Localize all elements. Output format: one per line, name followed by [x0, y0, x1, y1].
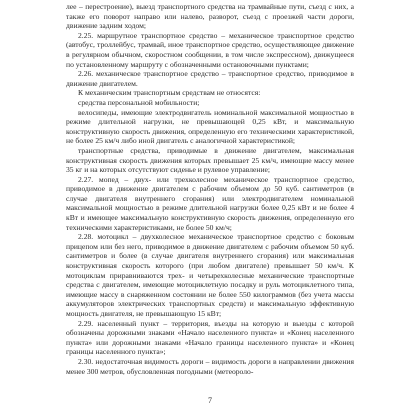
paragraph-exclusion-light-vehicles: транспортные средства, приводимые в движение двигателем, максимальная конструктивная скорость движения которых превышает 25 км/ч, имеющие массу менее 35 кг и на которых отсутствуют сиденье и рулевое управление;	[66, 145, 354, 175]
paragraph-2-25: 2.25. маршрутное транспортное средство – механическое транспортное средство (автобус, троллейбус, трамвай, иное транспортное средство, осуществляющее движение в регулярном обычном, скоростном сообщении, в том числе экспрессном), движущееся по установленному маршруту с обозначенными остановочными пунктами;	[66, 30, 354, 69]
paragraph-exclusions-intro: К механическим транспортным средствам не относятся:	[78, 88, 261, 98]
page-number: 7	[208, 396, 212, 405]
paragraph-2-27: 2.27. мопед – двух- или трехколесное механическое транспортное средство, приводимое в движение двигателем с рабочим объемом до 50 куб. сантиметров (в случае двигателя внутреннего сгорания) или электродвигателем номинальной максимальной мощностью в режиме длительной нагрузки более 0,25 кВт и не более 4 кВт и имеющее максимальную конструктивную скорость движения, определенную его техническими характеристиками, не более 50 км/ч;	[66, 174, 354, 232]
paragraph-exclusion-bicycles: велосипеды, имеющие электродвигатель номинальной максимальной мощностью в режиме длительной нагрузки, не превышающей 0,25 кВт, и максимальную конструктивную скорость движения, определенную его техническими характеристикой, не более 25 км/ч либо иной двигатель с аналогичной характеристикой;	[66, 107, 354, 146]
paragraph-continuation: лее – перестроение), выезд транспортного средства на трамвайные пути, съезд с них, а также его поворот направо или налево, разворот, съезд с проезжей части дороги, движение задним ходом;	[66, 2, 354, 31]
paragraph-exclusion-pmv: средства персональной мобильности;	[78, 97, 200, 107]
paragraph-2-29: 2.29. населенный пункт – территория, въезды на которую и выезды с которой обозначены дорожными знаками «Начало населенного пункта» и «Конец населенного пункта» или дорожными знаками «Начало границы населенного пункта» и «Конец границы населенного пункта»;	[66, 318, 354, 357]
document-body	[66, 2, 354, 376]
paragraph-2-28: 2.28. мотоцикл – двухколесное механическое транспортное средство с боковым прицепом или без него, приводимое в движение двигателем с рабочим объемом 50 куб. сантиметров и более (в случае двигателя внутреннего сгорания) или максимальная конструктивная скорость которого (при любом двигателе) превышает 50 км/ч. К мотоциклам приравниваются трех- и четырехколесные механические транспортные средства с двигателем, имеющие мотоциклетную посадку и руль мотоциклетного типа, имеющие массу в снаряженном состоянии не более 550 килограммов (без учета массы аккумуляторов электрических транспортных средств) и максимальную эффективную мощность двигателя, не превышающую 15 кВт;	[66, 232, 354, 318]
paragraph-2-30: 2.30. недостаточная видимость дороги – видимость дороги в направлении движения менее 300 метров, обусловленная погодными (метеороло-	[66, 356, 354, 376]
paragraph-2-26: 2.26. механическое транспортное средство – транспортное средство, приводимое в движение двигателем.	[66, 69, 354, 88]
